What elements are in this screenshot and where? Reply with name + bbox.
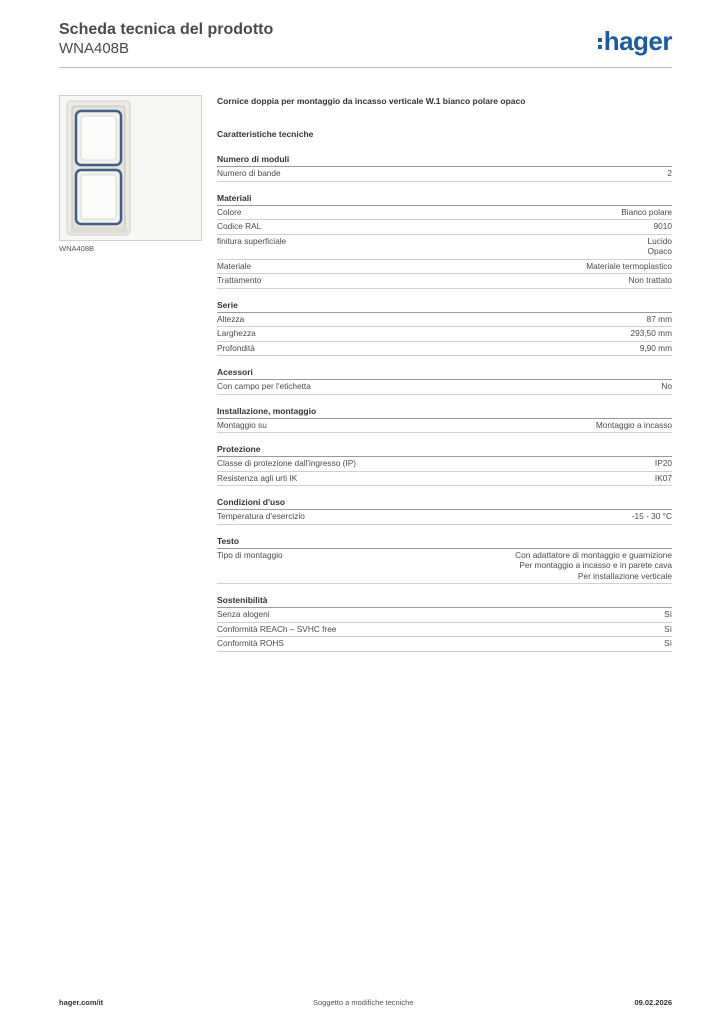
spec-label: Altezza xyxy=(217,313,245,324)
spec-section xyxy=(217,366,672,395)
image-caption: WNA408B xyxy=(59,244,95,253)
spec-label: Temperatura d'esercizio xyxy=(217,511,305,521)
page-header xyxy=(59,20,273,58)
spec-label: Codice RAL xyxy=(217,221,262,231)
spec-value: Sì xyxy=(664,638,672,648)
spec-label: Colore xyxy=(217,206,242,217)
spec-value: Sì xyxy=(664,623,672,634)
spec-value: Bianco polare xyxy=(621,206,672,217)
spec-value: No xyxy=(661,381,672,391)
spec-section xyxy=(217,496,672,525)
product-code: WNA408B xyxy=(59,40,130,57)
section-title: Acessori xyxy=(217,366,672,380)
product-description: Cornice doppia per montaggio da incasso verticale W.1 bianco polare opaco xyxy=(217,96,526,106)
spec-label: finitura superficiale xyxy=(217,235,287,246)
logo-dots-icon xyxy=(598,38,602,49)
spec-row xyxy=(217,623,672,638)
footer-website[interactable]: hager.com/it xyxy=(59,998,104,1007)
document-title: Scheda tecnica del prodotto xyxy=(59,21,274,38)
spec-value: Con adattatore di montaggio e guarnizione Per montaggio a incasso e in parete cava Per installazione verticale xyxy=(515,549,672,581)
spec-value: Sì xyxy=(664,609,672,619)
section-title: Materiali xyxy=(217,192,672,206)
section-title: Serie xyxy=(217,299,672,313)
header-divider xyxy=(59,67,672,68)
footer-note: Soggetto a modifiche tecniche xyxy=(313,998,414,1007)
spec-value: 293,50 mm xyxy=(630,328,672,338)
spec-label: Materiale xyxy=(217,260,252,271)
spec-row xyxy=(217,637,672,652)
section-title: Sostenibilità xyxy=(217,594,672,608)
spec-row xyxy=(217,274,672,289)
spec-value: 9,90 mm xyxy=(639,342,672,353)
spec-row xyxy=(217,313,672,328)
spec-label: Conformità REACh – SVHC free xyxy=(217,623,337,634)
spec-section xyxy=(217,535,672,585)
hager-logo xyxy=(598,26,672,57)
spec-section xyxy=(217,299,672,357)
spec-section xyxy=(217,192,672,289)
spec-section xyxy=(217,594,672,652)
spec-row xyxy=(217,472,672,487)
spec-value: IK07 xyxy=(654,472,672,483)
spec-section xyxy=(217,443,672,486)
double-frame-product-photo xyxy=(60,96,201,240)
spec-row xyxy=(217,206,672,221)
spec-value: Montaggio a incasso xyxy=(595,419,672,430)
section-title: Installazione, montaggio xyxy=(217,405,672,419)
spec-value: 9010 xyxy=(653,221,672,231)
spec-label: Trattamento xyxy=(217,275,262,285)
spec-row xyxy=(217,510,672,525)
specs-sections xyxy=(217,153,672,652)
spec-value: Non trattato xyxy=(628,275,672,285)
spec-label: Senza alogeni xyxy=(217,609,270,619)
spec-row xyxy=(217,235,672,260)
spec-row xyxy=(217,342,672,357)
spec-label: Conformità ROHS xyxy=(217,638,284,648)
spec-label: Montaggio su xyxy=(217,419,267,430)
spec-row xyxy=(217,457,672,472)
spec-row xyxy=(217,260,672,275)
spec-label: Con campo per l'etichetta xyxy=(217,381,311,391)
spec-label: Resistenza agli urti IK xyxy=(217,472,298,483)
spec-section xyxy=(217,153,672,182)
specs-heading: Caratteristiche tecniche xyxy=(217,129,314,139)
spec-row xyxy=(217,419,672,434)
spec-section xyxy=(217,405,672,434)
spec-value: Lucido Opaco xyxy=(647,235,672,256)
spec-row xyxy=(217,380,672,395)
specs-panel xyxy=(217,95,672,662)
section-title: Condizioni d'uso xyxy=(217,496,672,510)
spec-row xyxy=(217,167,672,182)
spec-row xyxy=(217,220,672,235)
section-title: Testo xyxy=(217,535,672,549)
spec-label: Profondità xyxy=(217,342,255,353)
section-title: Protezione xyxy=(217,443,672,457)
spec-row xyxy=(217,608,672,623)
footer-date: 09.02.2026 xyxy=(634,998,672,1007)
spec-row xyxy=(217,327,672,342)
spec-value: -15 - 30 °C xyxy=(631,511,672,521)
spec-label: Larghezza xyxy=(217,328,256,338)
spec-value: Materiale termoplastico xyxy=(586,260,672,271)
spec-row xyxy=(217,549,672,585)
spec-value: 87 mm xyxy=(646,313,672,324)
section-title: Numero di moduli xyxy=(217,153,672,167)
spec-label: Classe di protezione dall'ingresso (IP) xyxy=(217,458,357,468)
spec-value: 2 xyxy=(667,168,672,178)
spec-value: IP20 xyxy=(654,458,672,468)
logo-text: hager xyxy=(603,26,672,56)
spec-label: Numero di bande xyxy=(217,168,281,178)
spec-label: Tipo di montaggio xyxy=(217,549,283,560)
product-image xyxy=(59,95,202,241)
